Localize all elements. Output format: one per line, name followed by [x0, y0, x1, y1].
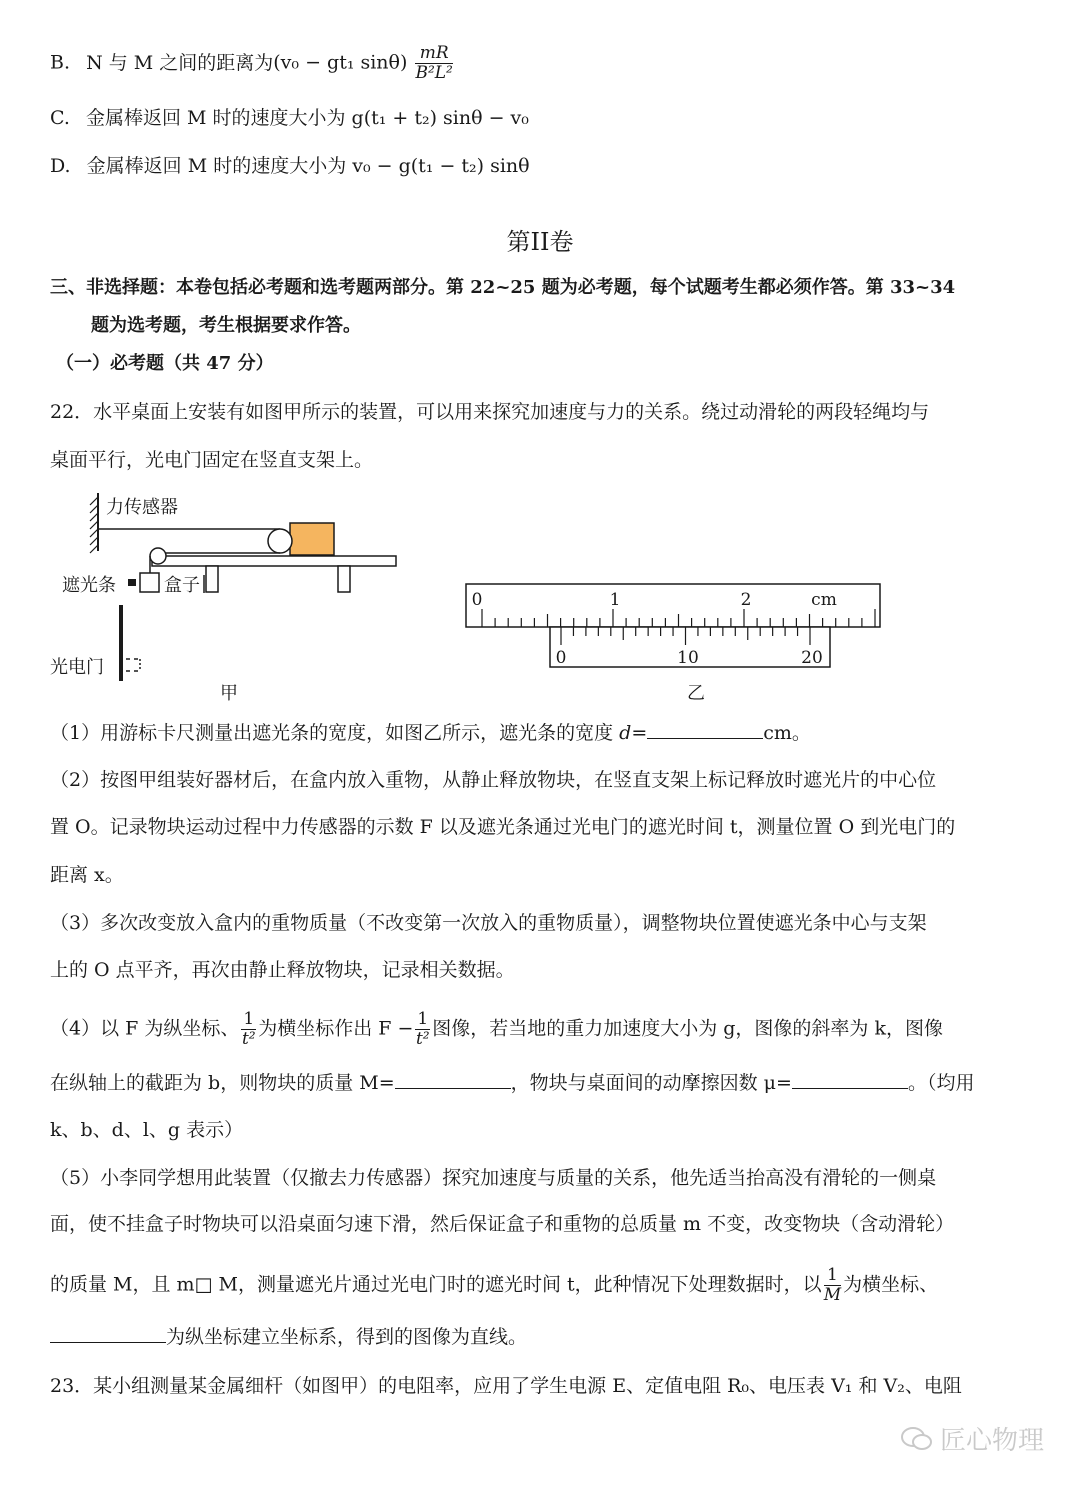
q22-part4-frac-2 [415, 1010, 430, 1049]
option-b-expr: (v₀ − gt₁ sinθ) [273, 51, 408, 74]
option-c [50, 104, 529, 132]
table-leg-right [338, 566, 350, 592]
q22-part5-frac [824, 1266, 841, 1305]
option-c-text: 金属棒返回 M 时的速度大小为 g(t₁ + t₂) sinθ − v₀ [85, 107, 529, 129]
q22-part4-text-b: 为横坐标作出 F − [258, 1017, 414, 1040]
q22-part2-line2: 置 O。记录物块运动过程中力传感器的示数 F 以及遮光条通过光电门的遮光时间 t，测量位置 O 到光电门的 [50, 816, 956, 838]
force-sensor-label: 力传感器 [106, 497, 178, 518]
option-b-frac-den: B²L² [415, 63, 453, 83]
answer-blank-mass[interactable] [395, 1068, 511, 1089]
q23-line1: 23．某小组测量某金属细杆（如图甲）的电阻率，应用了学生电源 E、定值电阻 R₀、电压表 V₁ 和 V₂、电阻 [50, 1375, 962, 1397]
main-label-0: 0 [471, 590, 483, 610]
q22-part1 [50, 718, 811, 747]
shading-strip [128, 579, 136, 586]
part3-line2: 题为选考题，考生根据要求作答。 [91, 315, 361, 336]
frac2-num: 1 [417, 1009, 429, 1029]
figure-yi [460, 580, 890, 705]
option-b-text: N 与 M 之间的距离为 [86, 51, 274, 74]
wechat-icon [900, 1425, 934, 1453]
q22-part4-frac-1 [241, 1010, 256, 1049]
option-b-frac-num: mR [415, 44, 452, 64]
q22-part3-line1: （3）多次改变放入盒内的重物质量（不改变第一次放入的重物质量），调整物块位置使遮光条中心与支架 [50, 912, 927, 934]
table-top [152, 556, 396, 566]
option-d [50, 152, 530, 180]
wall-hatch [90, 497, 98, 553]
photogate-label: 光电门 [50, 657, 104, 678]
box-label: 盒子 [164, 575, 200, 596]
q22-part5-l4: 为纵坐标建立坐标系，得到的图像为直线。 [166, 1326, 528, 1348]
q22-part5-l3b: 为横坐标、 [843, 1273, 939, 1296]
q22-part5-line4 [50, 1322, 527, 1351]
q22-part4-l2b: ，物块与桌面间的动摩擦因数 μ= [510, 1072, 792, 1094]
main-label-2: 2 [740, 590, 752, 610]
q22-part5-line3 [50, 1266, 938, 1305]
vernier-label-20: 20 [801, 648, 823, 668]
q22-part1-eq: = [631, 722, 648, 744]
q22-part1-text: （1）用游标卡尺测量出遮光条的宽度，如图乙所示，遮光条的宽度 [50, 722, 620, 744]
figure-yi-caption: 乙 [687, 683, 705, 704]
option-c-label: C. [50, 107, 70, 129]
frac1-den: t² [241, 1029, 256, 1049]
q22-line2: 桌面平行，光电门固定在竖直支架上。 [50, 449, 374, 471]
q22-part4-line2 [50, 1068, 974, 1097]
q22-part4-l2a: 在纵轴上的截距为 b，则物块的质量 M= [50, 1072, 395, 1094]
section-title: 第II卷 [506, 228, 574, 256]
main-label-1: 1 [609, 590, 621, 610]
q22-part2-line1: （2）按图甲组装好器材后，在盒内放入重物，从静止释放物块，在竖直支架上标记释放时遮光片的中心位 [50, 769, 937, 791]
watermark [900, 1420, 1044, 1457]
frac3-num: 1 [824, 1266, 841, 1286]
movable-pulley [268, 529, 292, 553]
answer-blank-ordinate[interactable] [50, 1322, 166, 1343]
vernier-label-10: 10 [677, 648, 699, 668]
subsection-heading: （一）必考题（共 47 分） [56, 353, 274, 374]
unit-label: cm [811, 590, 837, 610]
q22-part5-l3a: 的质量 M，且 m□ M，测量遮光片通过光电门时的遮光时间 t，此种情况下处理数据时，以 [50, 1273, 822, 1296]
answer-blank-d[interactable] [647, 718, 763, 739]
figure-jia-caption: 甲 [220, 683, 238, 704]
q22-part1-var: d [619, 722, 632, 744]
q22-part2-line3: 距离 x。 [50, 864, 124, 886]
option-b-label: B. [50, 51, 71, 74]
option-d-label: D. [50, 155, 71, 177]
frac1-num: 1 [243, 1009, 255, 1029]
box [140, 573, 159, 592]
table-leg-left [206, 566, 218, 592]
fixed-pulley [150, 548, 166, 564]
frac3-den: M [823, 1285, 842, 1305]
q22-part4-text-a: （4）以 F 为纵坐标、 [50, 1017, 240, 1040]
option-b-fraction [415, 44, 452, 83]
q22-line1: 22．水平桌面上安装有如图甲所示的装置，可以用来探究加速度与力的关系。绕过动滑轮的两段轻绳均与 [50, 401, 930, 423]
block [290, 523, 334, 555]
photogate [126, 659, 140, 671]
option-d-text: 金属棒返回 M 时的速度大小为 v₀ − g(t₁ − t₂) sinθ [86, 155, 530, 177]
q22-part3-line2: 上的 O 点平齐，再次由静止释放物块，记录相关数据。 [50, 959, 515, 981]
figure-jia [48, 485, 408, 715]
q22-part5-line1: （5）小李同学想用此装置（仅撤去力传感器）探究加速度与质量的关系，他先适当抬高没有滑轮的一侧桌 [50, 1167, 937, 1189]
shading-strip-label: 遮光条 [62, 575, 116, 596]
q22-part4-line1 [50, 1010, 943, 1049]
watermark-text: 匠心物理 [940, 1426, 1045, 1456]
vernier-label-0: 0 [555, 648, 567, 668]
q22-part4-text-c: 图像，若当地的重力加速度大小为 g，图像的斜率为 k，图像 [432, 1017, 943, 1040]
q22-part5-line2: 面，使不挂盒子时物块可以沿桌面匀速下滑，然后保证盒子和重物的总质量 m 不变，改变物块（含动滑轮） [50, 1213, 955, 1235]
q22-part4-l2c: 。（均用 [907, 1072, 975, 1094]
option-b [50, 44, 455, 83]
answer-blank-mu[interactable] [792, 1068, 908, 1089]
q22-part4-line3: k、b、d、l、g 表示） [50, 1119, 244, 1141]
part3-line1: 三、非选择题：本卷包括必考题和选考题两部分。第 22~25 题为必考题，每个试题考生都必须作答。第 33~34 [50, 277, 956, 298]
q22-part1-unit: cm。 [763, 722, 811, 744]
frac2-den: t² [415, 1029, 430, 1049]
